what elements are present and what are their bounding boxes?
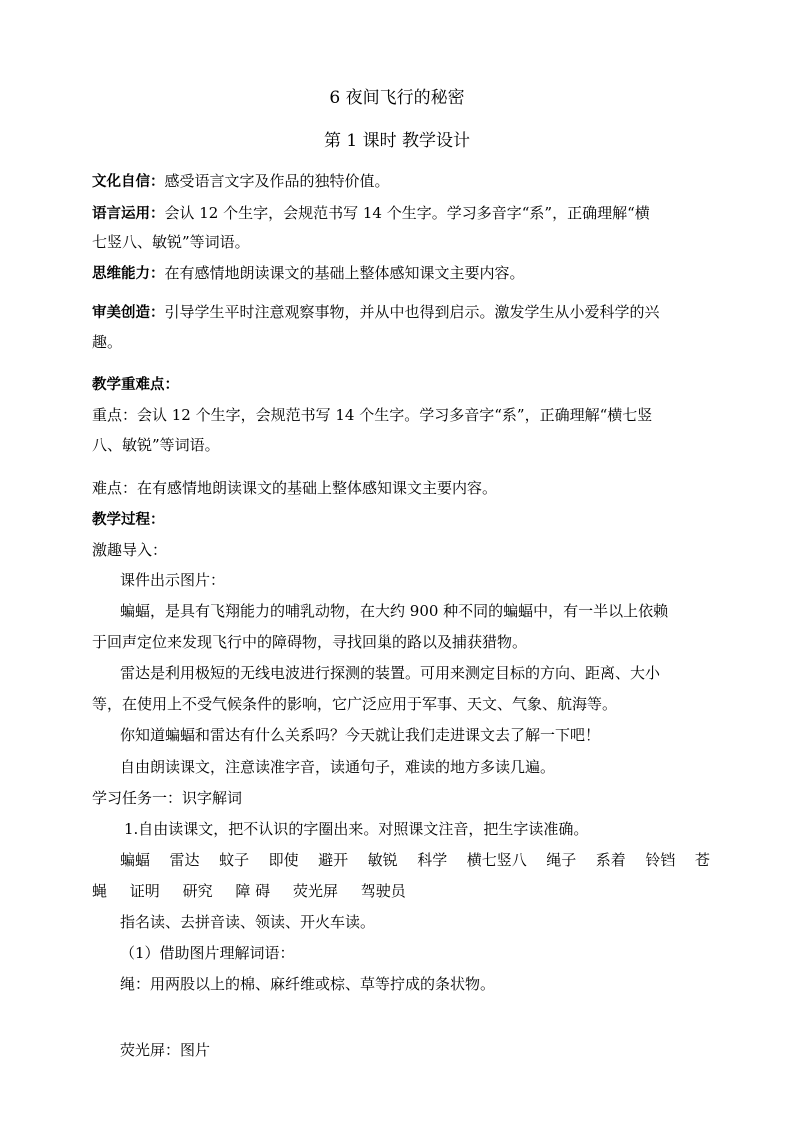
- word: 敏锐: [367, 851, 398, 869]
- goal-text-cont: 七竖八、敏锐”等词语。: [92, 233, 250, 251]
- document-subtitle: 第 1 课时 教学设计: [323, 131, 471, 151]
- document-title: 6 夜间飞行的秘密: [329, 88, 465, 108]
- goal-text-cont: 趣。: [92, 333, 123, 351]
- word: 研究: [182, 882, 213, 900]
- paragraph: 1.自由读课文，把不认识的字圈出来。对照课文注音，把生字读准确。: [124, 820, 589, 838]
- key-points-heading: 教学重难点：: [92, 377, 179, 393]
- paragraph: 你知道蝙蝠和雷达有什么关系吗？今天就让我们走进课文去了解一下吧！: [120, 726, 601, 744]
- word: 避开: [318, 851, 349, 869]
- paragraph: 自由朗读课文，注意读准字音，读通句子，难读的地方多读几遍。: [120, 758, 556, 776]
- paragraph: （1）借助图片理解词语：: [120, 944, 295, 962]
- paragraph: 等，在使用上不受气候条件的影响，它广泛应用于军事、天文、气象、航海等。: [92, 695, 618, 713]
- word: 雷达: [169, 851, 200, 869]
- word: 科学: [417, 851, 448, 869]
- paragraph: 蝙蝠，是具有飞翔能力的哺乳动物，在大约 900 种不同的蝙蝠中，有一半以上依赖: [120, 602, 669, 620]
- paragraph: 于回声定位来发现飞行中的障碍物，寻找回巢的路以及捕获猎物。: [92, 633, 528, 651]
- paragraph: 荧光屏：图片: [120, 1041, 211, 1059]
- word: 证明: [129, 882, 160, 900]
- paragraph: 雷达是利用极短的无线电波进行探测的装置。可用来测定目标的方向、距离、大小: [120, 664, 661, 682]
- word: 荧光屏: [292, 882, 338, 900]
- word: 横七竖八: [466, 851, 527, 869]
- key-point-line: 难点：在有感情地朗读课文的基础上整体感知课文主要内容。: [92, 479, 498, 497]
- paragraph: 指名读、去拼音读、领读、开火车读。: [120, 913, 376, 931]
- goal-text: 感受语言文字及作品的独特价值。: [164, 172, 390, 190]
- word: 即使: [268, 851, 299, 869]
- goal-label: 思维能力：: [92, 266, 165, 282]
- goal-culture: [92, 171, 704, 192]
- goal-label: 语言运用：: [92, 206, 165, 222]
- goal-thinking: [92, 263, 704, 284]
- word: 驾驶员: [360, 882, 406, 900]
- process-heading: 教学过程：: [92, 512, 165, 528]
- word: 绳子: [546, 851, 577, 869]
- word: 系着: [595, 851, 626, 869]
- goal-language: [92, 203, 704, 224]
- word: 障 碍: [235, 882, 271, 900]
- word: 蝙蝠: [120, 851, 151, 869]
- word-list-line: [92, 881, 424, 901]
- key-point-line: 重点：会认 12 个生字，会规范书写 14 个生字。学习多音字“系”，正确理解“横七竖: [92, 406, 653, 424]
- goal-text: 在有感情地朗读课文的基础上整体感知课文主要内容。: [164, 264, 525, 282]
- key-point-line: 八、敏锐”等词语。: [92, 436, 220, 454]
- word-list-line: [120, 850, 710, 870]
- paragraph: 绳：用两股以上的棉、麻纤维或棕、草等拧成的条状物。: [120, 975, 496, 993]
- word: 蝇: [92, 882, 108, 900]
- goal-text: 会认 12 个生字，会规范书写 14 个生字。学习多音字“系”，正确理解“横: [164, 204, 650, 222]
- task1-heading: 学习任务一：识字解词: [92, 789, 243, 807]
- intro-heading: 激趣导入：: [92, 541, 168, 559]
- word: 蚊子: [219, 851, 250, 869]
- paragraph: 课件出示图片：: [120, 571, 226, 589]
- goal-label: 文化自信：: [92, 174, 165, 190]
- goal-text: 引导学生平时注意观察事物，并从中也得到启示。激发学生从小爱科学的兴: [164, 303, 660, 321]
- goal-label: 审美创造：: [92, 305, 165, 321]
- word: 铃铛: [645, 851, 676, 869]
- goal-aesthetic: [92, 302, 704, 323]
- word: 苍: [694, 851, 710, 869]
